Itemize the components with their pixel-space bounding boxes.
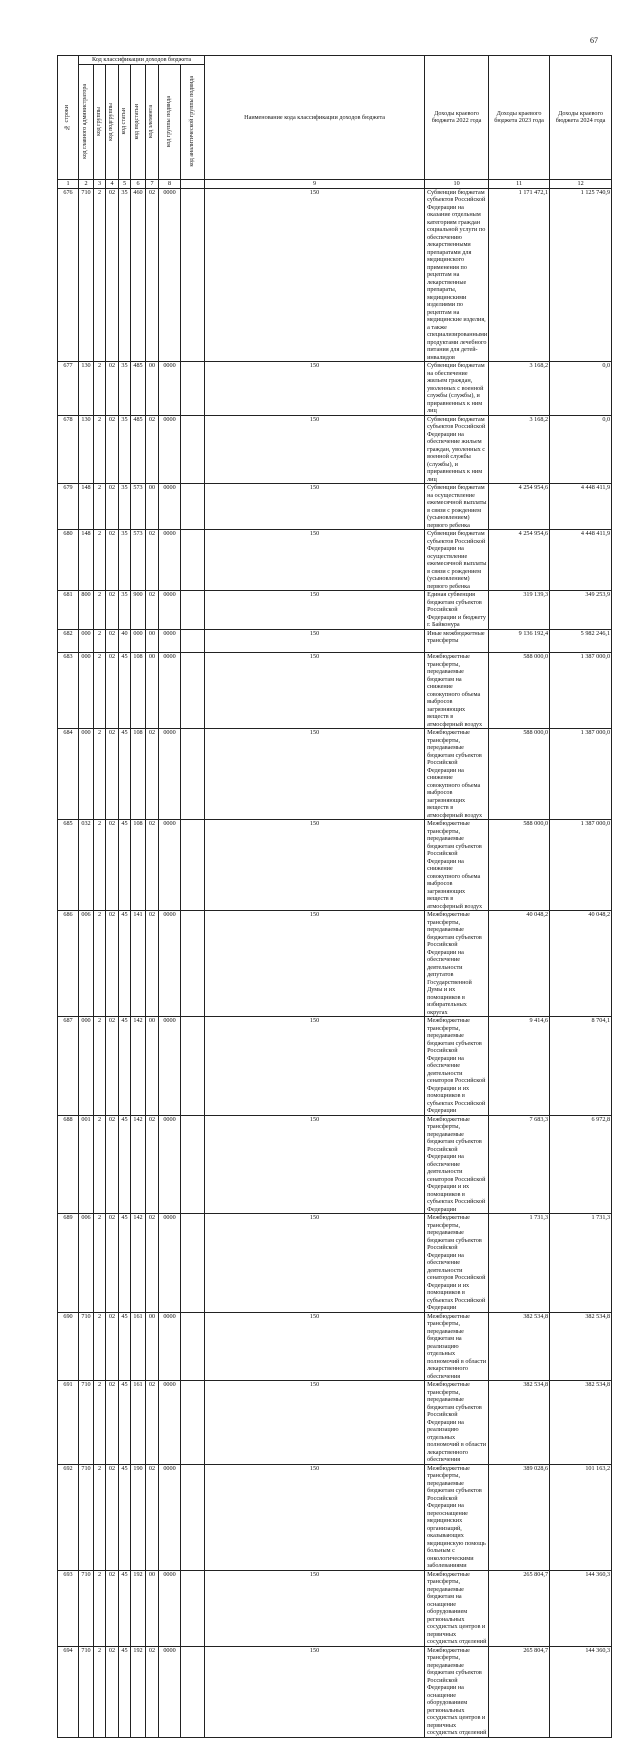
code-cell: 02 [106,188,119,362]
amount-cell: 1 387 000,0 [550,653,612,729]
code-cell: 00 [146,629,159,653]
code-cell: 02 [106,911,119,1017]
row-number: 694 [58,1646,79,1737]
code-cell: 02 [106,591,119,630]
amount-cell: 40 048,2 [550,911,612,1017]
empty-cell [181,820,205,911]
revenue-name-cell: Межбюджетные трансферты, передаваемые бюджетам субъектов Российской Федерации на обеспечение деятельности депутатов Государственной Думы и их помощников в избирательных округах [425,911,489,1017]
column-number: 6 [131,179,146,188]
code-cell: 0000 [159,1464,181,1570]
table-row [58,1646,612,1737]
amount-cell: 4 254 954,6 [489,484,550,530]
row-number: 682 [58,629,79,653]
code-cell: 710 [79,1381,94,1465]
table-row [58,188,612,362]
code-cell: 710 [79,1464,94,1570]
code-cell: 2 [94,1381,106,1465]
row-number: 689 [58,1214,79,1313]
code-cell: 02 [106,484,119,530]
column-number-row [58,179,612,188]
code-cell: 02 [106,629,119,653]
code-cell: 00 [146,484,159,530]
row-number: 681 [58,591,79,630]
code-col-header: код главного администратора [79,64,94,179]
code-cell: 2 [94,362,106,416]
amount-cell: 265 804,7 [489,1646,550,1737]
empty-cell [181,484,205,530]
code-cell: 148 [79,530,94,591]
code-cell: 161 [131,1381,146,1465]
code-cell: 02 [106,1115,119,1214]
row-number: 691 [58,1381,79,1465]
code-cell: 2 [94,415,106,484]
code-cell: 35 [119,362,131,416]
table-row [58,530,612,591]
code-cell: 000 [79,629,94,653]
column-number: 9 [205,179,425,188]
code-cell: 2 [94,1017,106,1116]
code-cell: 02 [106,1017,119,1116]
amount-cell: 4 254 954,6 [489,530,550,591]
revenue-name-cell: Субвенции бюджетам субъектов Российской Федерации на оказание отдельным категориям граждан социальной услуги по обеспечению лекарственными препаратами для медицинского применения по рецептам на лекарственные препараты, медицинскими изделиями по рецептам на медицинские изделия, а также специализированными продуктами лечебного питания для детей-инвалидов [425,188,489,362]
classification-group-header: Код классификации доходов бюджета [79,56,205,65]
table-row [58,820,612,911]
code-col-header: код статьи [119,64,131,179]
code-cell: 02 [106,415,119,484]
table-row [58,1381,612,1465]
code-cell: 00 [146,1570,159,1646]
column-number: 12 [550,179,612,188]
amount-cell: 4 448 411,9 [550,530,612,591]
code-cell: 0000 [159,188,181,362]
code-cell: 2 [94,729,106,820]
revenue-name-cell: Межбюджетные трансферты, передаваемые бюджетам субъектов Российской Федерации на обеспечение деятельности сенаторов Российской Федерации и их помощников в субъектах Российской Федерации [425,1214,489,1313]
code-cell: 0000 [159,911,181,1017]
budget-revenue-table [57,55,612,1738]
table-row [58,1115,612,1214]
row-number: 692 [58,1464,79,1570]
code-cell: 190 [131,1464,146,1570]
row-number: 690 [58,1312,79,1381]
row-number: 676 [58,188,79,362]
code-cell: 710 [79,1570,94,1646]
code-cell: 02 [146,911,159,1017]
code-cell: 150 [205,1570,425,1646]
revenue-name-cell: Межбюджетные трансферты, передаваемые бюджетам субъектов Российской Федерации на обеспечение деятельности сенаторов Российской Федерации и их помощников в субъектах Российской Федерации [425,1115,489,1214]
code-cell: 150 [205,729,425,820]
code-cell: 2 [94,820,106,911]
table-row [58,729,612,820]
code-cell: 02 [146,729,159,820]
code-cell: 2 [94,530,106,591]
code-cell: 45 [119,729,131,820]
code-cell: 02 [106,820,119,911]
code-cell: 0000 [159,629,181,653]
code-cell: 161 [131,1312,146,1381]
code-cell: 150 [205,1312,425,1381]
row-number: 685 [58,820,79,911]
code-cell: 00 [146,653,159,729]
empty-cell [181,1214,205,1313]
code-cell: 0000 [159,415,181,484]
row-number: 679 [58,484,79,530]
code-cell: 02 [106,1646,119,1737]
amount-cell: 389 028,6 [489,1464,550,1570]
revenue-name-cell: Межбюджетные трансферты, передаваемые бюджетам субъектов Российской Федерации на оснащение оборудованием региональных сосудистых центров и первичных сосудистых отделений [425,1646,489,1737]
table-row [58,1017,612,1116]
row-number: 684 [58,729,79,820]
code-cell: 150 [205,653,425,729]
column-number: 2 [79,179,94,188]
code-cell: 150 [205,1115,425,1214]
year-2022-header: Доходы краевого бюджета 2022 года [425,56,489,180]
code-cell: 40 [119,629,131,653]
code-cell: 02 [146,530,159,591]
code-cell: 001 [79,1115,94,1214]
amount-cell: 1 171 472,1 [489,188,550,362]
column-number: 7 [146,179,159,188]
empty-cell [181,629,205,653]
code-cell: 35 [119,415,131,484]
code-cell: 02 [146,1381,159,1465]
amount-cell: 7 683,3 [489,1115,550,1214]
code-col-header: код группы [94,64,106,179]
code-cell: 142 [131,1115,146,1214]
code-cell: 142 [131,1017,146,1116]
amount-cell: 265 804,7 [489,1570,550,1646]
year-2024-header: Доходы краевого бюджета 2024 года [550,56,612,180]
code-cell: 150 [205,820,425,911]
code-cell: 150 [205,362,425,416]
code-cell: 108 [131,729,146,820]
empty-cell [181,653,205,729]
amount-cell: 349 253,9 [550,591,612,630]
code-cell: 0000 [159,820,181,911]
amount-cell: 382 534,8 [550,1312,612,1381]
empty-cell [181,1381,205,1465]
code-cell: 00 [146,1017,159,1116]
code-cell: 02 [106,1570,119,1646]
amount-cell: 3 168,2 [489,415,550,484]
revenue-name-cell: Межбюджетные трансферты, передаваемые бюджетам субъектов Российской Федерации на обеспечение деятельности сенаторов Российской Федерации и их помощников в субъектах Российской Федерации [425,1017,489,1116]
code-cell: 45 [119,1214,131,1313]
code-cell: 02 [106,362,119,416]
table-row [58,1214,612,1313]
amount-cell: 5 982 246,1 [550,629,612,653]
code-cell: 108 [131,820,146,911]
empty-cell [181,188,205,362]
revenue-name-cell: Межбюджетные трансферты, передаваемые бюджетам на реализацию отдельных полномочий в области лекарственного обеспечения [425,1312,489,1381]
empty-cell [181,729,205,820]
table-row [58,484,612,530]
code-col-header: код элемента [146,64,159,179]
amount-cell: 588 000,0 [489,820,550,911]
code-cell: 02 [146,820,159,911]
code-cell: 45 [119,1017,131,1116]
code-cell: 192 [131,1646,146,1737]
code-cell: 02 [106,530,119,591]
code-cell: 45 [119,911,131,1017]
revenue-name-cell: Межбюджетные трансферты, передаваемые бюджетам субъектов Российской Федерации на реализацию отдельных полномочий в области лекарственного обеспечения [425,1381,489,1465]
code-cell: 35 [119,591,131,630]
code-cell: 45 [119,1312,131,1381]
empty-cell [181,911,205,1017]
code-cell: 02 [146,415,159,484]
row-number: 680 [58,530,79,591]
year-2023-header: Доходы краевого бюджета 2023 года [489,56,550,180]
code-cell: 45 [119,820,131,911]
amount-cell: 8 704,1 [550,1017,612,1116]
code-cell: 45 [119,653,131,729]
revenue-name-cell: Субвенции бюджетам на обеспечение жильем граждан, уволенных с военной службы (службы), и приравненных к ним лиц [425,362,489,416]
code-cell: 710 [79,1646,94,1737]
row-number-header: № строки [58,56,79,180]
code-cell: 02 [146,188,159,362]
amount-cell: 4 448 411,9 [550,484,612,530]
code-cell: 710 [79,1312,94,1381]
amount-cell: 588 000,0 [489,729,550,820]
code-cell: 02 [146,1115,159,1214]
code-cell: 45 [119,1570,131,1646]
table-row [58,1464,612,1570]
code-cell: 0000 [159,729,181,820]
code-cell: 45 [119,1115,131,1214]
amount-cell: 319 139,3 [489,591,550,630]
row-number: 693 [58,1570,79,1646]
code-cell: 006 [79,1214,94,1313]
code-cell: 130 [79,362,94,416]
code-cell: 0000 [159,1570,181,1646]
code-cell: 485 [131,362,146,416]
code-cell: 150 [205,1017,425,1116]
code-cell: 150 [205,1464,425,1570]
amount-cell: 40 048,2 [489,911,550,1017]
code-cell: 0000 [159,653,181,729]
column-number: 8 [159,179,181,188]
column-number: 10 [425,179,489,188]
code-cell: 485 [131,415,146,484]
row-number: 687 [58,1017,79,1116]
code-cell: 150 [205,415,425,484]
amount-cell: 588 000,0 [489,653,550,729]
page-number: 67 [590,36,598,45]
code-cell: 032 [79,820,94,911]
empty-cell [181,1312,205,1381]
code-cell: 2 [94,1115,106,1214]
code-cell: 710 [79,188,94,362]
empty-cell [181,1115,205,1214]
code-cell: 00 [146,362,159,416]
table-body [58,188,612,1737]
code-cell: 150 [205,188,425,362]
empty-cell [181,362,205,416]
code-cell: 573 [131,484,146,530]
code-col-header: код подстатьи [131,64,146,179]
code-cell: 0000 [159,1115,181,1214]
code-cell: 150 [205,1381,425,1465]
amount-cell: 144 360,3 [550,1646,612,1737]
code-cell: 02 [146,1464,159,1570]
amount-cell: 0,0 [550,415,612,484]
table-row [58,653,612,729]
code-cell: 00 [146,1312,159,1381]
code-cell: 02 [146,1214,159,1313]
code-cell: 141 [131,911,146,1017]
revenue-name-cell: Иные межбюджетные трансферты [425,629,489,653]
revenue-name-cell: Межбюджетные трансферты, передаваемые бюджетам на оснащение оборудованием региональных сосудистых центров и первичных сосудистых отделений [425,1570,489,1646]
amount-cell: 0,0 [550,362,612,416]
code-cell: 0000 [159,530,181,591]
code-cell: 150 [205,591,425,630]
code-cell: 2 [94,591,106,630]
table-row [58,362,612,416]
table-row [58,911,612,1017]
code-cell: 45 [119,1646,131,1737]
code-cell: 02 [106,1464,119,1570]
code-cell: 02 [146,1646,159,1737]
column-number: 11 [489,179,550,188]
code-cell: 150 [205,1214,425,1313]
table-row [58,629,612,653]
amount-cell: 1 731,3 [550,1214,612,1313]
code-cell: 0000 [159,484,181,530]
row-number: 688 [58,1115,79,1214]
empty-cell [181,530,205,591]
amount-cell: 9 136 192,4 [489,629,550,653]
code-cell: 2 [94,629,106,653]
table-row [58,1570,612,1646]
empty-cell [181,1646,205,1737]
code-cell: 000 [79,1017,94,1116]
code-cell: 2 [94,1570,106,1646]
code-cell: 0000 [159,1646,181,1737]
revenue-name-cell: Межбюджетные трансферты, передаваемые бюджетам субъектов Российской Федерации на переоснащение медицинских организаций, оказывающих медицинскую помощь больным с онкологическими заболеваниями [425,1464,489,1570]
column-number: 5 [119,179,131,188]
code-cell: 45 [119,1381,131,1465]
code-cell: 45 [119,1464,131,1570]
code-cell: 2 [94,1214,106,1313]
code-cell: 35 [119,530,131,591]
amount-cell: 382 534,8 [489,1312,550,1381]
code-cell: 0000 [159,1381,181,1465]
code-cell: 192 [131,1570,146,1646]
revenue-name-cell: Субвенции бюджетам субъектов Российской Федерации на осуществление ежемесячной выплаты в связи с рождением (усыновлением) первого ребенка [425,530,489,591]
code-cell: 800 [79,591,94,630]
code-cell: 02 [106,729,119,820]
code-cell: 148 [79,484,94,530]
code-cell: 142 [131,1214,146,1313]
column-number: 4 [106,179,119,188]
revenue-name-cell: Субвенции бюджетам на осуществление ежемесячной выплаты в связи с рождением (усыновлением) первого ребенка [425,484,489,530]
empty-cell [181,1570,205,1646]
amount-cell: 1 731,3 [489,1214,550,1313]
code-cell: 2 [94,188,106,362]
code-cell: 150 [205,911,425,1017]
code-cell: 2 [94,653,106,729]
code-cell: 35 [119,188,131,362]
amount-cell: 1 387 000,0 [550,729,612,820]
code-cell: 0000 [159,591,181,630]
code-cell: 2 [94,484,106,530]
code-cell: 02 [106,1312,119,1381]
empty-cell [181,1017,205,1116]
empty-cell [181,591,205,630]
revenue-name-cell: Межбюджетные трансферты, передаваемые бюджетам субъектов Российской Федерации на снижение совокупного объема выбросов загрязняющих веществ в атмосферный воздух [425,820,489,911]
code-cell: 02 [106,1381,119,1465]
row-number: 683 [58,653,79,729]
code-cell: 150 [205,629,425,653]
code-cell: 35 [119,484,131,530]
amount-cell: 3 168,2 [489,362,550,416]
revenue-name-cell: Межбюджетные трансферты, передаваемые бюджетам субъектов Российской Федерации на снижение совокупного объема выбросов загрязняющих веществ в атмосферный воздух [425,729,489,820]
amount-cell: 101 163,2 [550,1464,612,1570]
code-cell: 130 [79,415,94,484]
empty-cell [181,1464,205,1570]
code-cell: 0000 [159,1017,181,1116]
code-cell: 006 [79,911,94,1017]
amount-cell: 144 360,3 [550,1570,612,1646]
amount-cell: 1 387 000,0 [550,820,612,911]
code-cell: 02 [146,591,159,630]
name-column-header: Наименование кода классификации доходов бюджета [205,56,425,180]
code-cell: 0000 [159,1312,181,1381]
table-row [58,1312,612,1381]
code-cell: 0000 [159,362,181,416]
table-row [58,415,612,484]
code-cell: 2 [94,911,106,1017]
code-cell: 2 [94,1312,106,1381]
revenue-name-cell: Межбюджетные трансферты, передаваемые бюджетам на снижение совокупного объема выбросов загрязняющих веществ в атмосферный воздух [425,653,489,729]
code-cell: 150 [205,484,425,530]
code-cell: 000 [79,653,94,729]
row-number: 678 [58,415,79,484]
code-col-header: код подгруппы [106,64,119,179]
row-number: 677 [58,362,79,416]
code-cell: 150 [205,1646,425,1737]
code-cell: 900 [131,591,146,630]
empty-cell [181,415,205,484]
table-row [58,591,612,630]
code-cell: 000 [79,729,94,820]
code-cell: 0000 [159,1214,181,1313]
revenue-name-cell: Единая субвенция бюджетам субъектов Российской Федерации и бюджету г. Байконура [425,591,489,630]
row-number: 686 [58,911,79,1017]
code-col-header: код группы подвида [159,64,181,179]
code-col-header: код аналитической группы подвида [181,64,205,179]
code-cell: 108 [131,653,146,729]
column-number: 1 [58,179,79,188]
amount-cell: 1 125 740,9 [550,188,612,362]
code-cell: 150 [205,530,425,591]
code-cell: 573 [131,530,146,591]
code-cell: 460 [131,188,146,362]
code-cell: 2 [94,1646,106,1737]
column-number: 3 [94,179,106,188]
column-number [181,179,205,188]
amount-cell: 382 534,8 [550,1381,612,1465]
code-cell: 02 [106,1214,119,1313]
amount-cell: 382 534,8 [489,1381,550,1465]
code-cell: 000 [131,629,146,653]
code-cell: 02 [106,653,119,729]
amount-cell: 6 972,8 [550,1115,612,1214]
amount-cell: 9 414,6 [489,1017,550,1116]
code-cell: 2 [94,1464,106,1570]
revenue-name-cell: Субвенции бюджетам субъектов Российской Федерации на обеспечение жильем граждан, уволенных с военной службы (службы), и приравненных к ним лиц [425,415,489,484]
